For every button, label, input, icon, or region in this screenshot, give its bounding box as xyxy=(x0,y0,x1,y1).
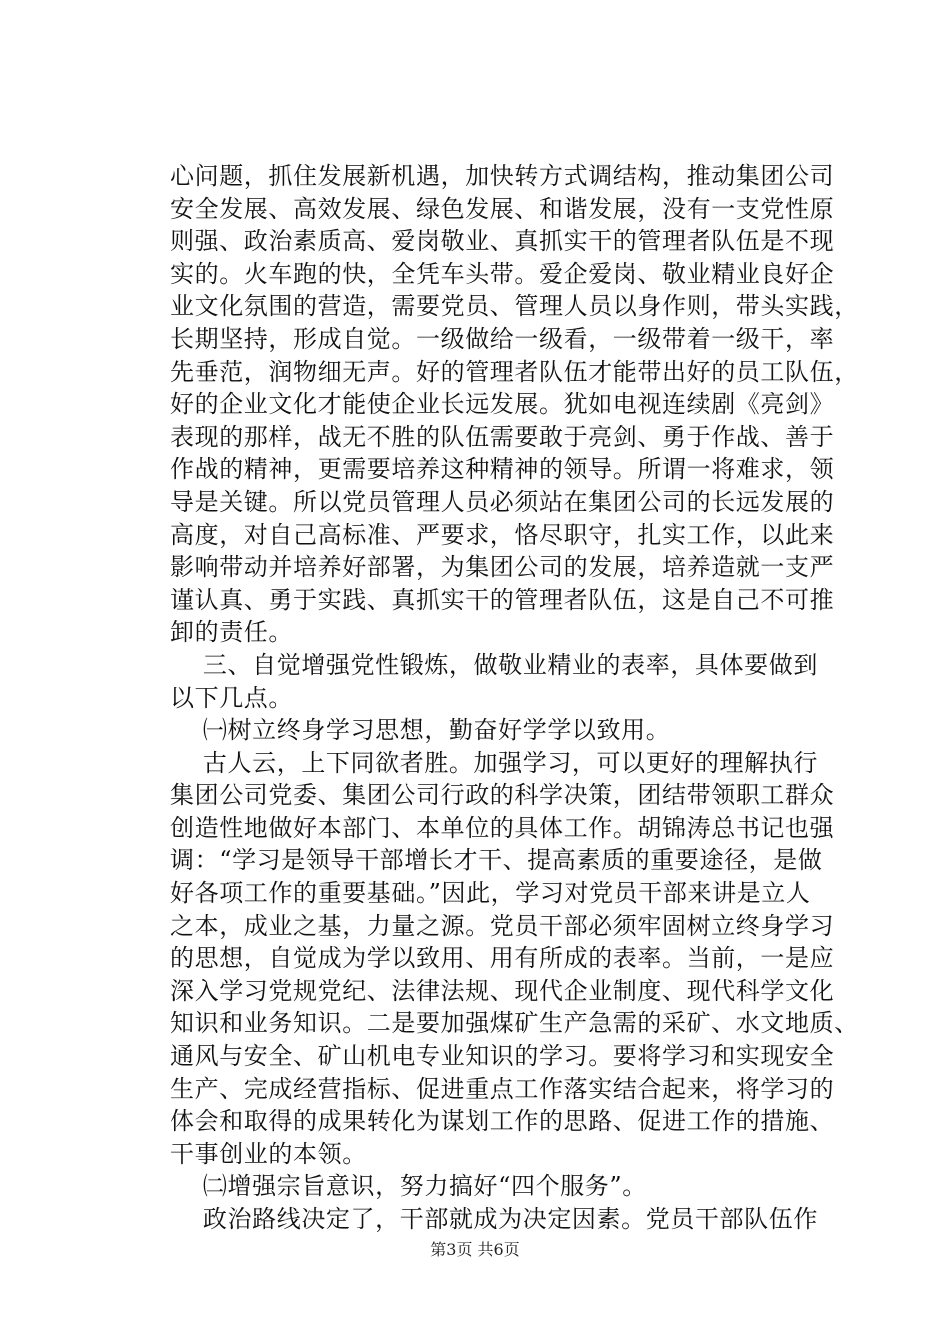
text-line: 好的企业文化才能使企业长远发展。犹如电视连续剧《亮剑》 xyxy=(170,390,835,419)
text-line: 调：“学习是领导干部增长才干、提高素质的重要途径，是做 xyxy=(170,846,823,875)
text-line: 集团公司党委、集团公司行政的科学决策，团结带领职工群众 xyxy=(170,781,835,810)
text-line: 卸的责任。 xyxy=(170,618,293,647)
text-line: 深入学习党规党纪、法律法规、现代企业制度、现代科学文化 xyxy=(170,976,835,1005)
text-line: 干事创业的本领。 xyxy=(170,1139,367,1168)
text-line: 则强、政治素质高、爱岗敬业、真抓实干的管理者队伍是不现 xyxy=(170,227,835,256)
text-line: 知识和业务知识。二是要加强煤矿生产急需的采矿、水文地质、 xyxy=(170,1009,859,1038)
text-line: 表现的那样，战无不胜的队伍需要敢于亮剑、勇于作战、善于 xyxy=(170,422,835,451)
subsection-heading: ㈠树立终身学习思想，勤奋好学学以致用。 xyxy=(170,716,671,745)
text-line: 之本，成业之基，力量之源。党员干部必须牢固树立终身学习 xyxy=(170,911,835,940)
text-line: 古人云，上下同欲者胜。加强学习，可以更好的理解执行 xyxy=(170,748,818,777)
text-line: 实的。火车跑的快，全凭车头带。爱企爱岗、敬业精业良好企 xyxy=(170,259,835,288)
text-line: 体会和取得的成果转化为谋划工作的思路、促进工作的措施、 xyxy=(170,1107,835,1136)
text-line: 政治路线决定了，干部就成为决定因素。党员干部队伍作 xyxy=(170,1205,818,1233)
text-line: 先垂范，润物细无声。好的管理者队伍才能带出好的员工队伍， xyxy=(170,357,859,386)
text-line: 创造性地做好本部门、本单位的具体工作。胡锦涛总书记也强 xyxy=(170,813,835,842)
text-line: 影响带动并培养好部署，为集团公司的发展，培养造就一支严 xyxy=(170,553,835,582)
text-line: 以下几点。 xyxy=(170,683,293,712)
text-line: 好各项工作的重要基础。”因此，学习对党员干部来讲是立人 xyxy=(170,879,811,908)
page-footer: 第3页 共6页 xyxy=(430,1240,520,1259)
text-line: 安全发展、高效发展、绿色发展、和谐发展，没有一支党性原 xyxy=(170,194,835,223)
subsection-heading: ㈡增强宗旨意识，努力搞好“四个服务”。 xyxy=(170,1172,647,1201)
text-line: 业文化氛围的营造，需要党员、管理人员以身作则，带头实践， xyxy=(170,292,859,321)
body-text xyxy=(170,160,859,1236)
text-line: 长期坚持，形成自觉。一级做给一级看，一级带着一级干，率 xyxy=(170,324,835,353)
text-line: 高度，对自己高标准、严要求，恪尽职守，扎实工作，以此来 xyxy=(170,520,835,549)
text-line: 作战的精神，更需要培养这种精神的领导。所谓一将难求，领 xyxy=(170,455,835,484)
text-line: 通风与安全、矿山机电专业知识的学习。要将学习和实现安全 xyxy=(170,1042,835,1071)
text-line: 导是关键。所以党员管理人员必须站在集团公司的长远发展的 xyxy=(170,487,835,516)
text-line: 心问题，抓住发展新机遇，加快转方式调结构，推动集团公司 xyxy=(170,162,835,190)
text-line: 生产、完成经营指标、促进重点工作落实结合起来，将学习的 xyxy=(170,1074,835,1103)
text-line: 谨认真、勇于实践、真抓实干的管理者队伍，这是自己不可推 xyxy=(170,585,835,614)
section-heading: 三、自觉增强党性锻炼，做敬业精业的表率，具体要做到 xyxy=(170,650,818,679)
text-line: 的思想，自觉成为学以致用、用有所成的表率。当前，一是应 xyxy=(170,944,835,973)
